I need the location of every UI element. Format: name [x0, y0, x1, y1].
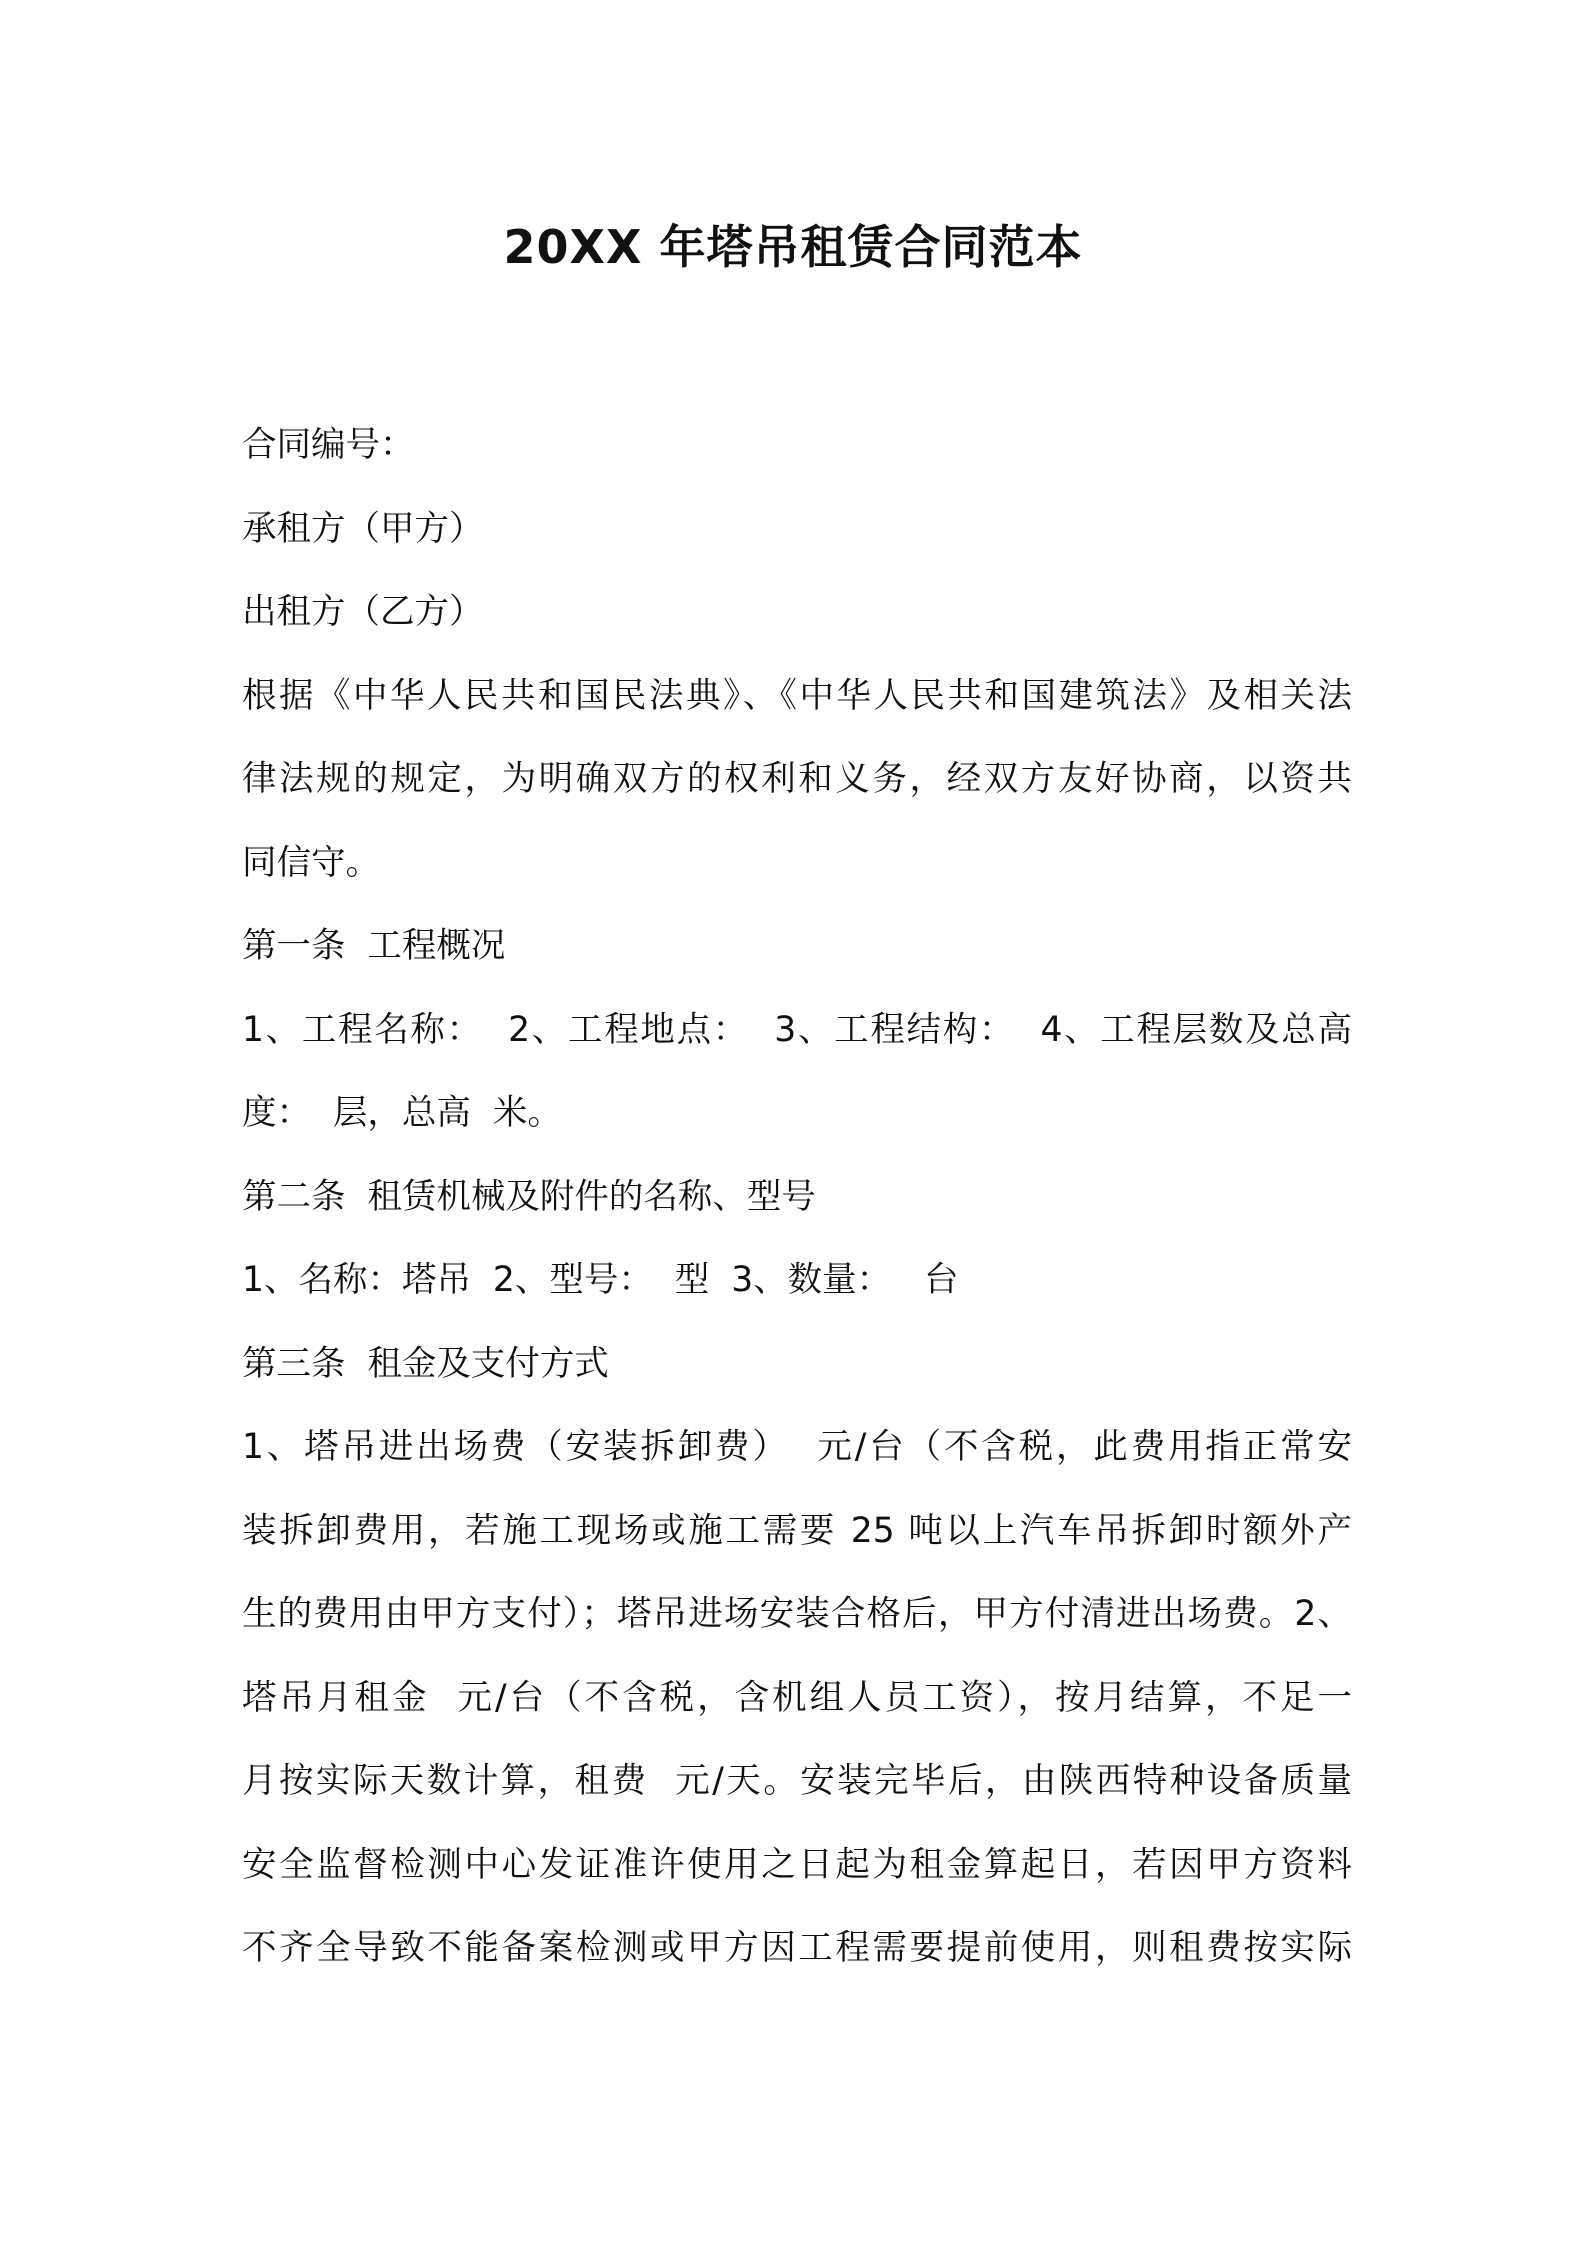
paragraph-line: 不齐全导致不能备案检测或甲方因工程需要提前使用，则租费按实际: [242, 1928, 1352, 1968]
paragraph-line: 安全监督检测中心发证准许使用之日起为租金算起日，若因甲方资料: [242, 1844, 1352, 1885]
document-body: [242, 404, 1352, 1991]
paragraph-line: 1、塔吊进出场费（安装拆卸费） 元/台（不含税，此费用指正常安: [242, 1427, 1352, 1467]
paragraph-line: 月按实际天数计算，租费 元/天。安装完毕后，由陕西特种设备质量: [242, 1761, 1352, 1801]
lessee-line: 承租方（甲方）: [242, 508, 484, 549]
paragraph-line: 律法规的规定，为明确双方的权利和义务，经双方友好协商，以资共: [242, 759, 1352, 799]
paragraph-line: 1、工程名称： 2、工程地点： 3、工程结构： 4、工程层数及总高: [242, 1009, 1352, 1050]
paragraph-line: 生的费用由甲方支付）；塔吊进场安装合格后，甲方付清进出场费。2、: [242, 1594, 1352, 1634]
article-heading: 第一条 工程概况: [242, 926, 506, 966]
paragraph-line: 度： 层，总高 米。: [242, 1093, 562, 1133]
document-title: 20XX 年塔吊租赁合同范本: [503, 220, 1083, 274]
article-heading: 第二条 租赁机械及附件的名称、型号: [242, 1176, 816, 1217]
paragraph-line: 装拆卸费用，若施工现场或施工需要 25 吨以上汽车吊拆卸时额外产: [242, 1510, 1352, 1551]
paragraph-line: 塔吊月租金 元/台（不含税，含机组人员工资），按月结算，不足一: [242, 1677, 1352, 1718]
article-heading: 第三条 租金及支付方式: [242, 1343, 609, 1384]
contract-number-line: 合同编号：: [242, 425, 415, 465]
paragraph-line: 同信守。: [242, 842, 380, 883]
paragraph-line: 根据《中华人民共和国民法典》、《中华人民共和国建筑法》及相关法: [242, 675, 1352, 716]
lessor-line: 出租方（乙方）: [242, 592, 484, 632]
paragraph-line: 1、名称：塔吊 2、型号： 型 3、数量： 台: [242, 1260, 959, 1300]
